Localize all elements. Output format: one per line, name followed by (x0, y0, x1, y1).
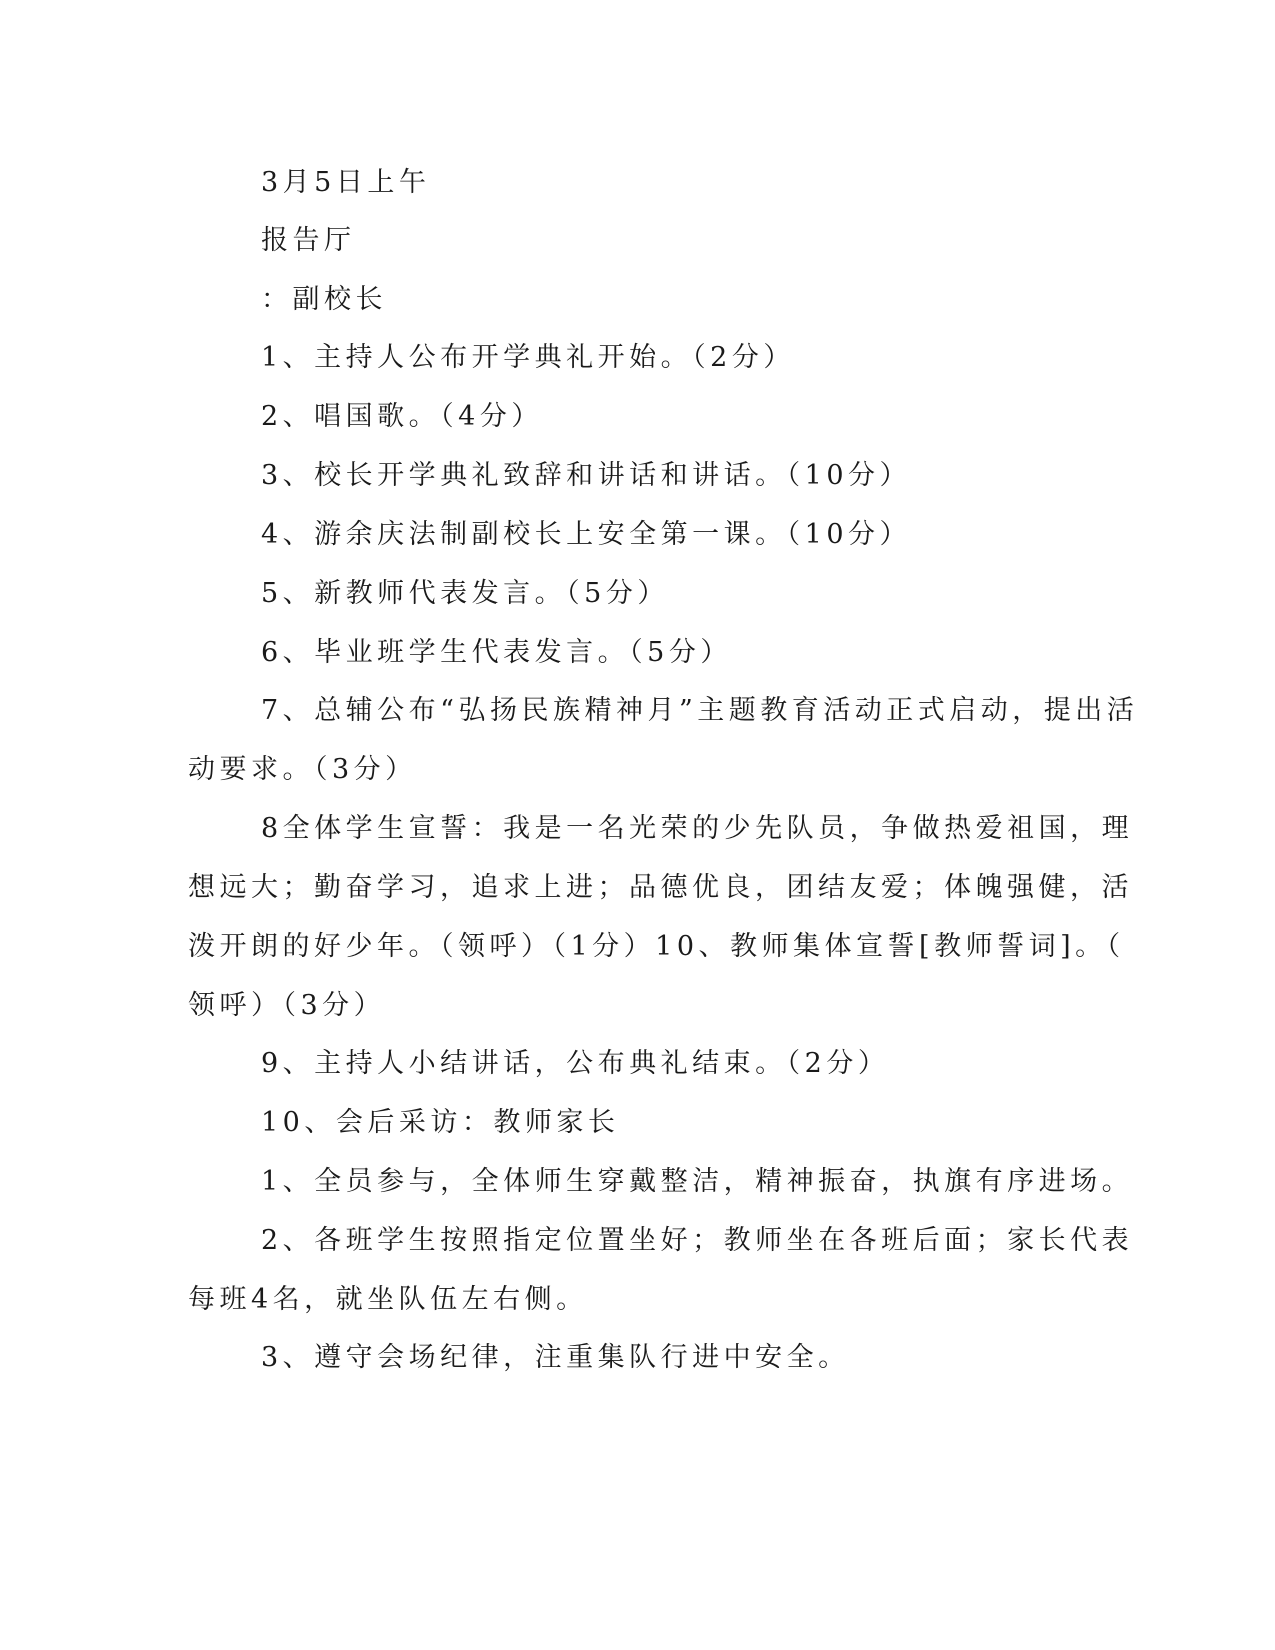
text-line-agenda-8-cont-1: 想远大；勤奋学习，追求上进；品德优良，团结友爱；体魄强健，活 (188, 872, 1133, 903)
text-line-date: 3月5日上午 (261, 167, 431, 198)
text-line-host: ：副校长 (261, 284, 387, 315)
text-line-agenda-1: 1、主持人公布开学典礼开始。（2分） (261, 342, 795, 373)
text-line-agenda-9: 9、主持人小结讲话，公布典礼结束。（2分） (261, 1048, 890, 1079)
text-line-agenda-8-cont-3: 领呼）（3分） (188, 990, 386, 1021)
text-line-agenda-5: 5、新教师代表发言。（5分） (261, 578, 669, 609)
text-line-req-2: 2、各班学生按照指定位置坐好；教师坐在各班后面；家长代表 (261, 1225, 1134, 1256)
text-line-agenda-8-cont-2: 泼开朗的好少年。（领呼）（1分）10、教师集体宣誓[教师誓词]。（ (188, 931, 1125, 962)
text-line-req-2-cont: 每班4名，就坐队伍左右侧。 (188, 1284, 588, 1315)
text-line-agenda-7-cont: 动要求。（3分） (188, 754, 417, 785)
text-line-agenda-7: 7、总辅公布“弘扬民族精神月”主题教育活动正式启动，提出活 (261, 695, 1139, 726)
text-line-agenda-2: 2、唱国歌。（4分） (261, 401, 543, 432)
text-line-agenda-6: 6、毕业班学生代表发言。（5分） (261, 637, 732, 668)
text-line-req-1: 1、全员参与，全体师生穿戴整洁，精神振奋，执旗有序进场。 (261, 1166, 1134, 1197)
text-line-agenda-10: 10、会后采访：教师家长 (261, 1107, 620, 1138)
text-line-req-3: 3、遵守会场纪律，注重集队行进中安全。 (261, 1342, 850, 1373)
text-line-agenda-4: 4、游余庆法制副校长上安全第一课。（10分） (261, 519, 912, 550)
text-line-venue: 报告厅 (261, 225, 356, 256)
text-line-agenda-8: 8全体学生宣誓：我是一名光荣的少先队员，争做热爱祖国，理 (261, 813, 1134, 844)
text-line-agenda-3: 3、校长开学典礼致辞和讲话和讲话。（10分） (261, 460, 912, 491)
